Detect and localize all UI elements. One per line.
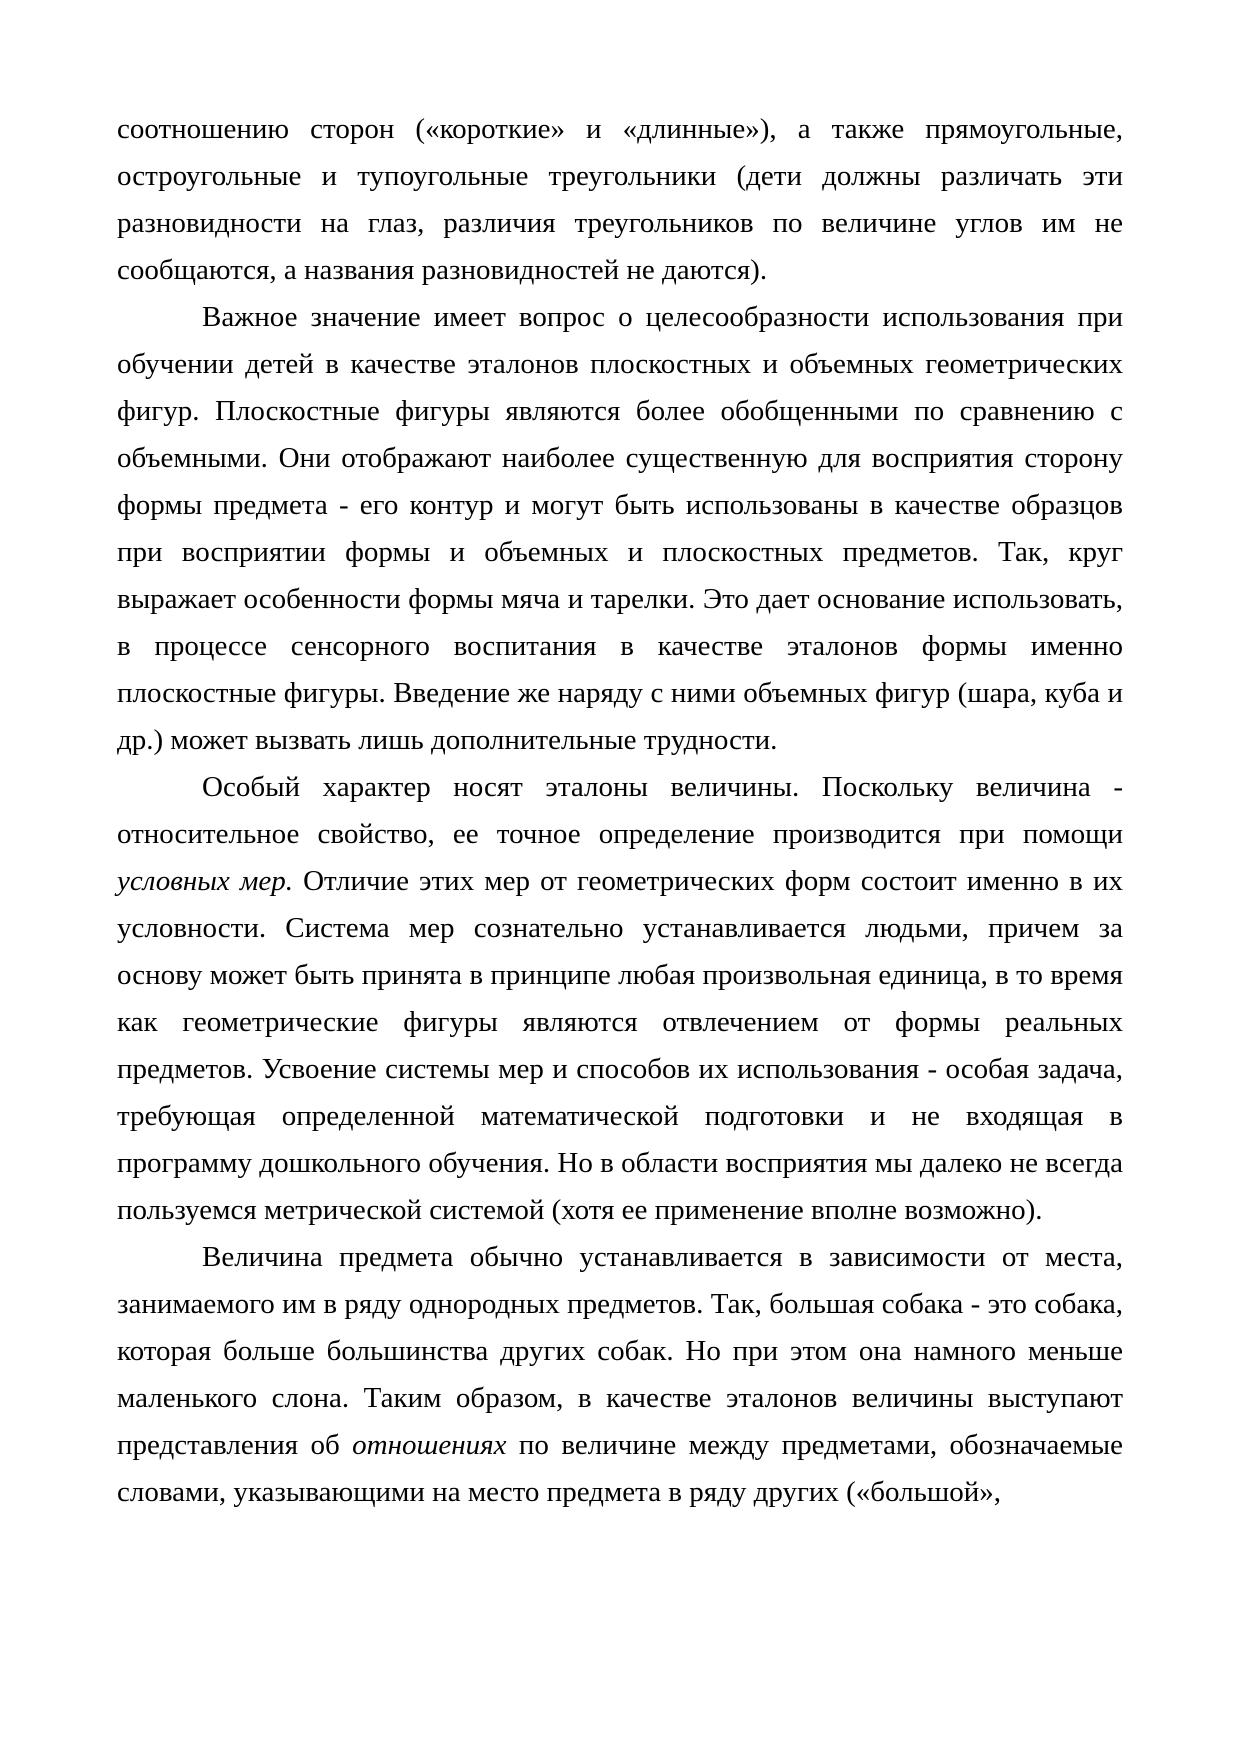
italic-text-run: отношениях [352,1429,507,1461]
paragraph [117,1234,1123,1516]
paragraph [117,764,1123,1234]
text-run: Особый характер носят эталоны величины. Поскольку величина - относительное свойство, ее точное определение производится при помощи [117,771,1123,850]
italic-text-run: условных мер. [117,865,293,897]
text-run: соотношению сторон («короткие» и «длинные»), а также прямоугольные, остроугольные и тупоугольные треугольники (дети должны различать эти разновидности на глаз, различия треугольников по величине углов им не сообщаются, а названия разновидностей не даются). [117,113,1123,286]
text-run: Важное значение имеет вопрос о целесообразности использования при обучении детей в качестве эталонов плоскостных и объемных геометрических фигур. Плоскостные фигуры являются более обобщенными по сравнению с объемными. Они отображают наиболее существенную для восприятия сторону формы предмета - его контур и могут быть использованы в качестве образцов при восприятии формы и объемных и плоскостных предметов. Так, круг выражает особенности формы мяча и тарелки. Это дает основание использовать, в процессе сенсорного воспитания в качестве эталонов формы именно плоскостные фигуры. Введение же наряду с ними объемных фигур (шара, куба и др.) может вызвать лишь дополнительные трудности. [117,301,1123,756]
text-content [117,106,1123,1516]
paragraph [117,294,1123,764]
text-run: Величина предмета обычно устанавливается в зависимости от места, занимаемого им в ряду однородных предметов. Так, большая собака - это собака, которая больше большинства других собак. Но при этом она намного меньше маленького слона. Таким образом, в качестве эталонов величины выступают представления об [117,1241,1123,1461]
paragraph [117,106,1123,294]
text-run: по величине между предметами, обозначаемые словами, указывающими на место предмета в ряду других («большой», [117,1429,1123,1508]
text-run: Отличие этих мер от геометрических форм состоит именно в их условности. Система мер сознательно устанавливается людьми, причем за основу может быть принята в принципе любая произвольная единица, в то время как геометрические фигуры являются отвлечением от формы реальных предметов. Усвоение системы мер и способов их использования - особая задача, требующая определенной математической подготовки и не входящая в программу дошкольного обучения. Но в области восприятия мы далеко не всегда пользуемся метрической системой (хотя ее применение вполне возможно). [117,865,1123,1226]
